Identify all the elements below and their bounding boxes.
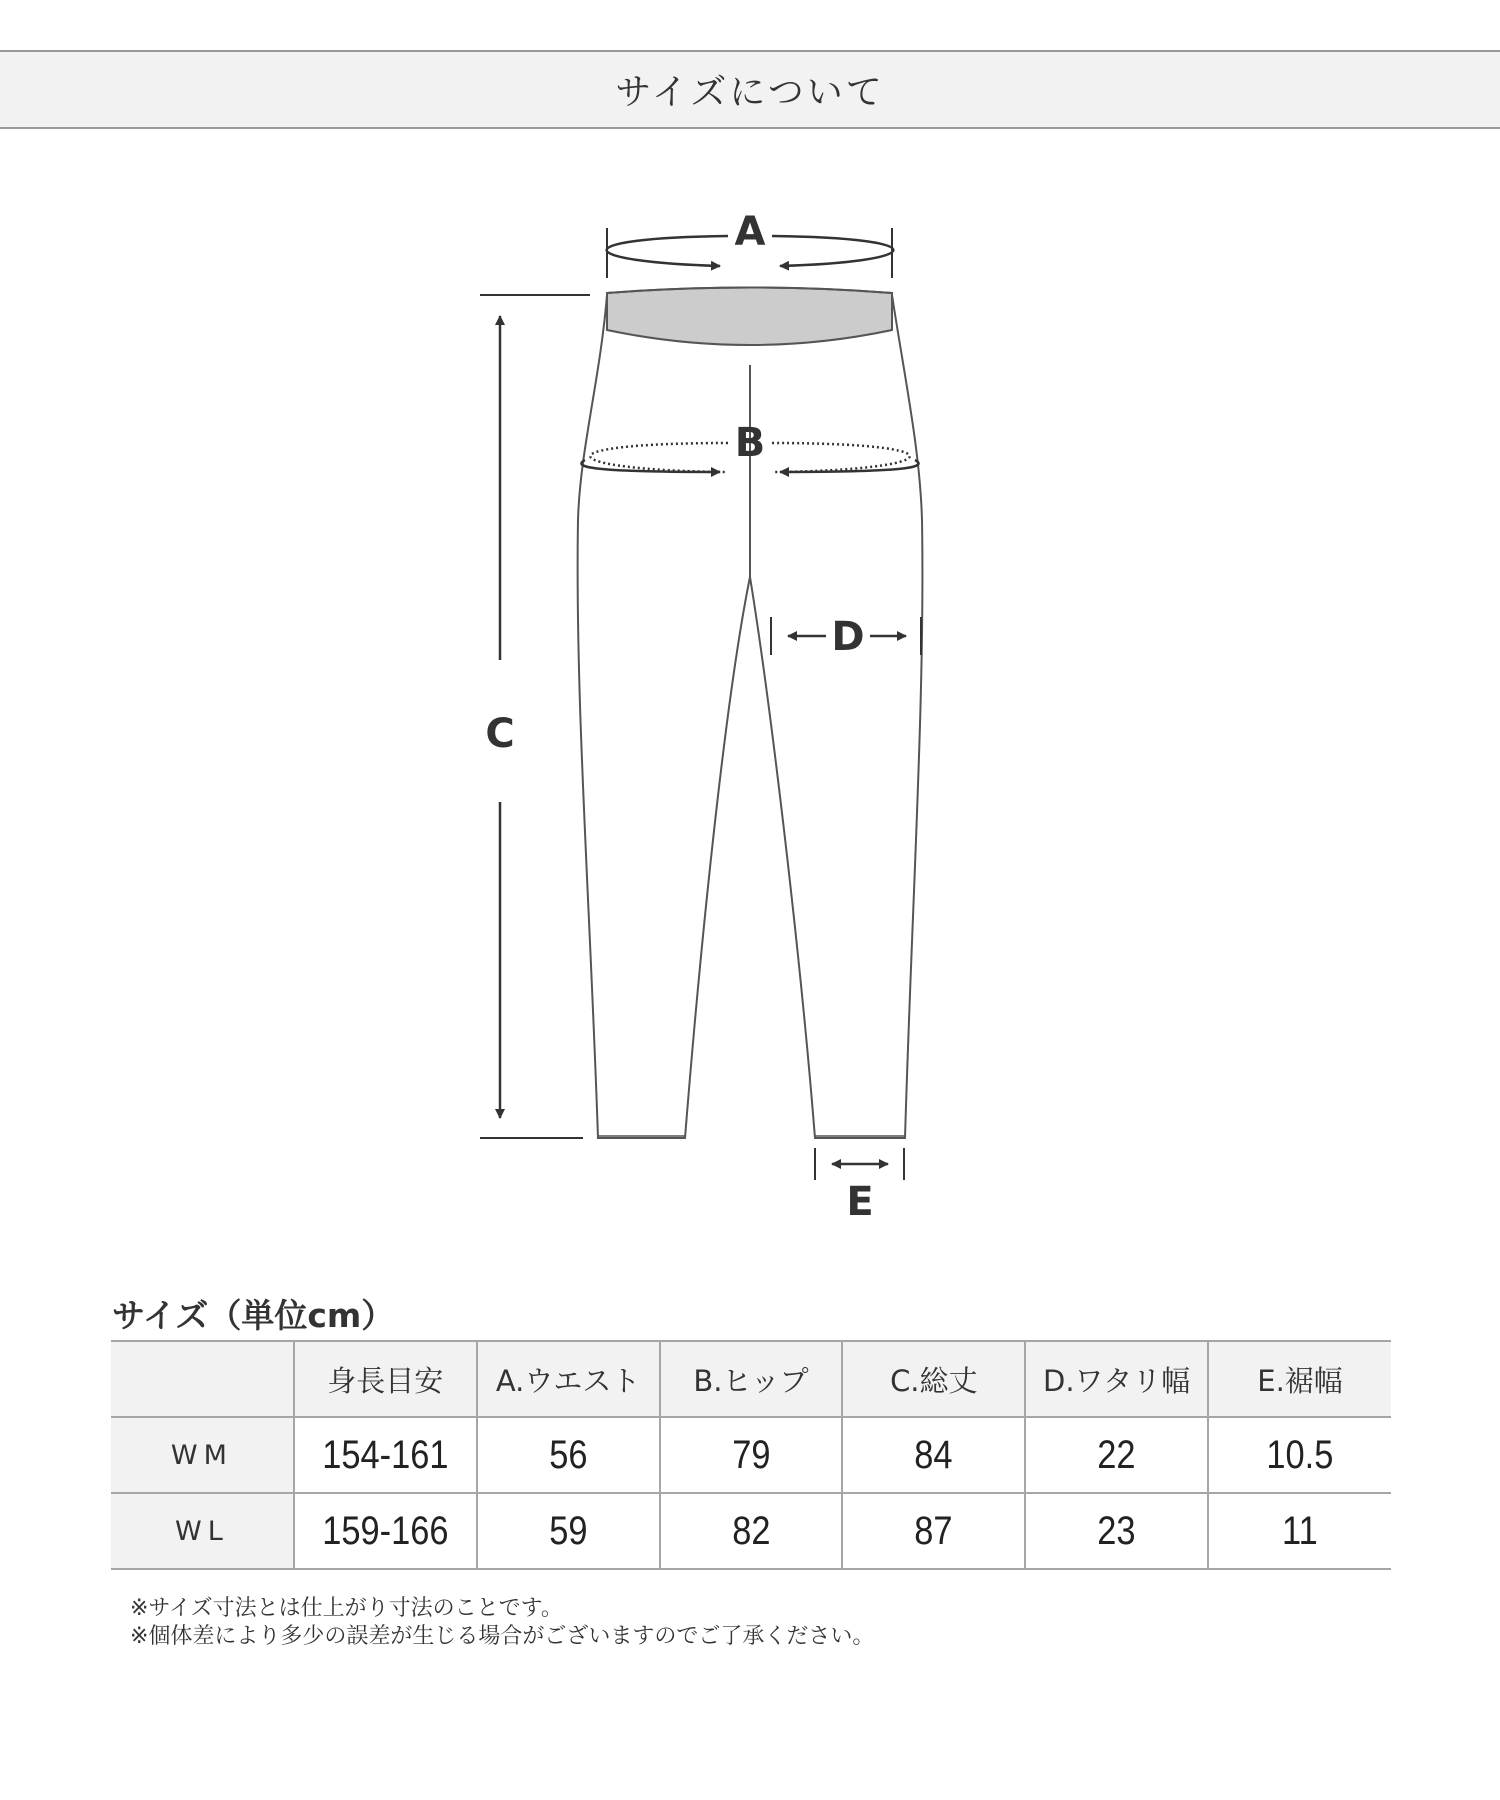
header-cell-waist: A.ウエスト: [477, 1341, 660, 1417]
label-e: E: [846, 1179, 874, 1225]
size-label: WL: [111, 1493, 294, 1569]
notes: [130, 1595, 874, 1651]
measure-c-length: [480, 295, 590, 1138]
measure-e-hem: [815, 1148, 904, 1225]
length-value: 87: [855, 1493, 1012, 1569]
measure-b-hip: [581, 420, 918, 472]
hem-value: 10.5: [1221, 1417, 1378, 1493]
header-cell-hip: B.ヒップ: [660, 1341, 843, 1417]
header-cell-hem: E.裾幅: [1208, 1341, 1391, 1417]
label-b: B: [734, 420, 766, 466]
waist-value: 56: [489, 1417, 646, 1493]
header-cell-empty: [111, 1341, 294, 1417]
table-header-row: [111, 1341, 1391, 1417]
measure-a-waist: [607, 209, 894, 278]
length-value: 84: [855, 1417, 1012, 1493]
note-line: ※サイズ寸法とは仕上がり寸法のことです。: [130, 1596, 563, 1621]
table-row: [111, 1493, 1391, 1569]
thigh-value: 22: [1038, 1417, 1195, 1493]
note-line: ※個体差により多少の誤差が生じる場合がございますのでご了承ください。: [130, 1624, 875, 1649]
waist-value: 59: [489, 1493, 646, 1569]
header-cell-thigh: D.ワタリ幅: [1025, 1341, 1208, 1417]
measure-d-thigh: [771, 614, 921, 660]
table-row: [111, 1417, 1391, 1493]
label-d: D: [831, 614, 865, 660]
header-cell-height: 身長目安: [294, 1341, 477, 1417]
page-title: サイズについて: [615, 72, 885, 113]
hem-value: 11: [1221, 1493, 1378, 1569]
height-value: 159-166: [307, 1493, 464, 1569]
size-label: WM: [111, 1417, 294, 1493]
table-title: サイズ（単位cm）: [112, 1296, 395, 1335]
size-table: [111, 1340, 1391, 1570]
label-a: A: [734, 209, 766, 255]
hip-value: 79: [672, 1417, 829, 1493]
label-c: C: [485, 711, 515, 757]
waistband: [607, 288, 892, 346]
thigh-value: 23: [1038, 1493, 1195, 1569]
hip-value: 82: [672, 1493, 829, 1569]
header-cell-length: C.総丈: [842, 1341, 1025, 1417]
height-value: 154-161: [307, 1417, 464, 1493]
